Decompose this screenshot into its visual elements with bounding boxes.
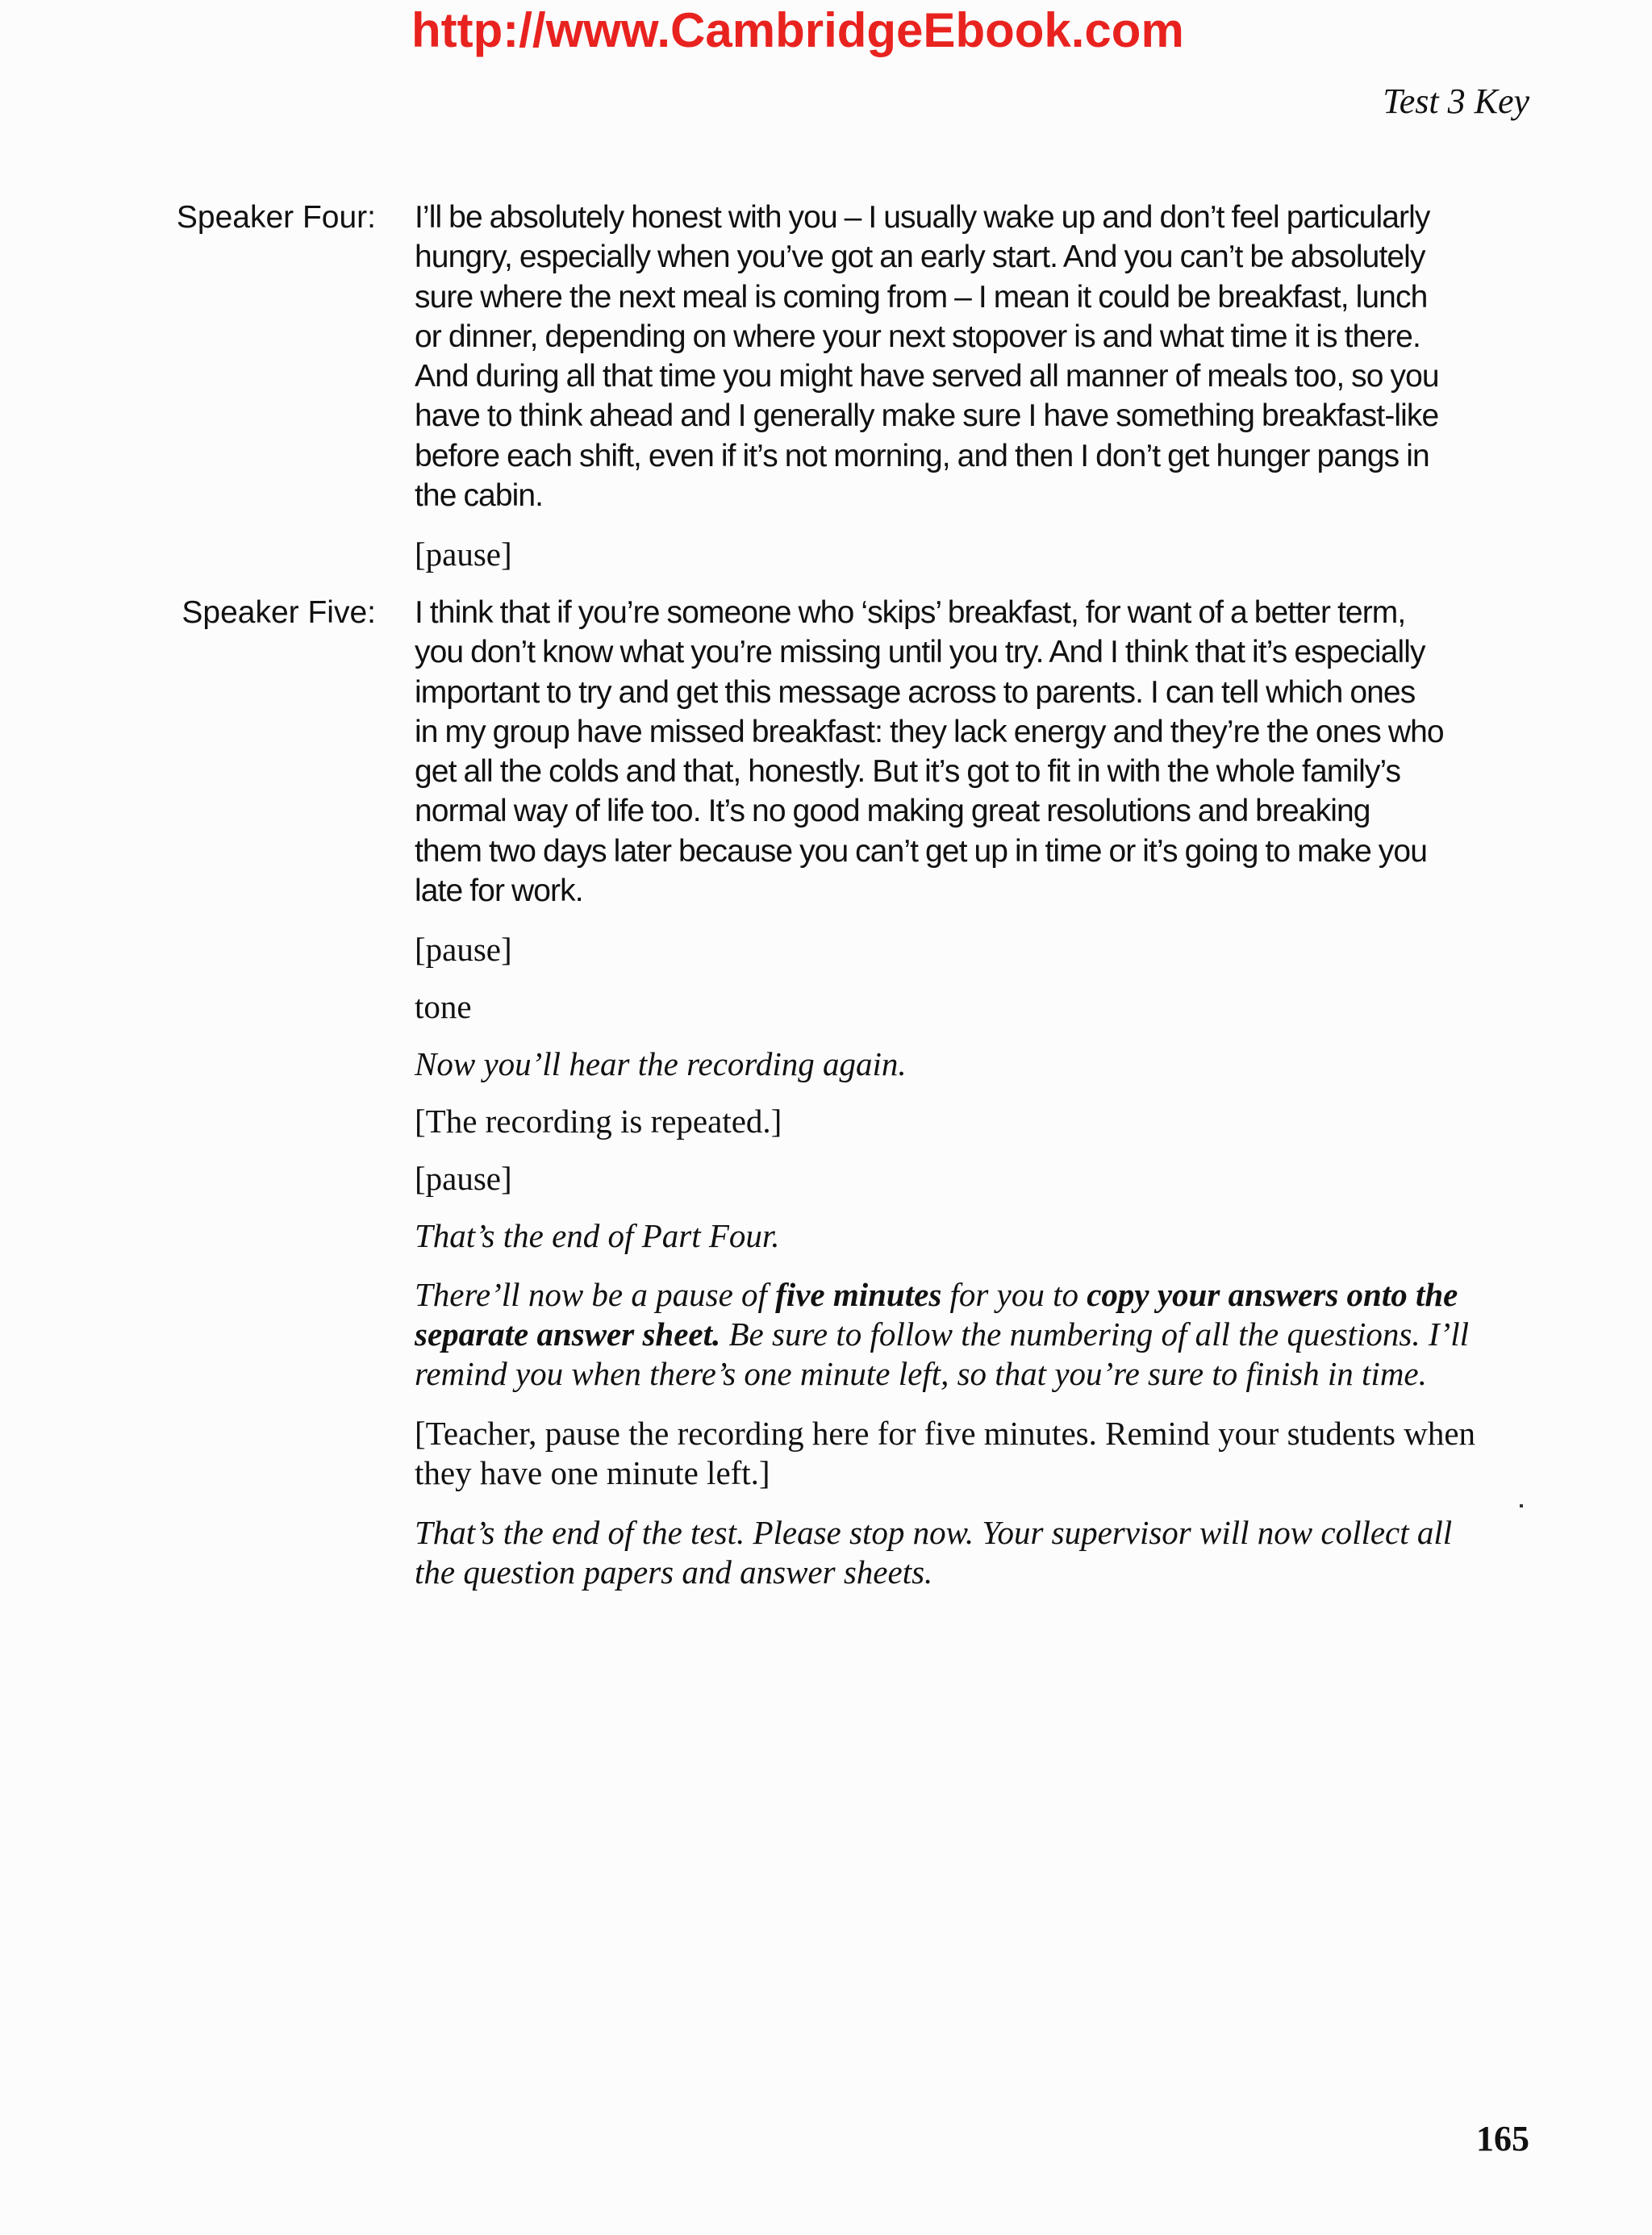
pause-marker: [pause] [415,1160,512,1197]
watermark-url: http://www.CambridgeEbook.com [411,3,1184,57]
copy-answers-instruction [415,1275,1528,1394]
hear-again-instruction: Now you’ll hear the recording again. [415,1045,907,1082]
text-line: get all the colds and that, honestly. But it’s got to fit in with the whole family’s [415,754,1401,790]
text-line: remind you when there’s one minute left, so that you’re sure to finish in time. [415,1355,1427,1392]
text-line: [Teacher, pause the recording here for five minutes. Remind your students when [415,1415,1476,1452]
text-line: late for work. [415,874,583,909]
text-line: important to try and get this message across to parents. I can tell which ones [415,674,1416,710]
text-line: That’s the end of the test. Please stop now. Your supervisor will now collect all [415,1514,1453,1551]
text-line: the cabin. [415,478,544,514]
text-line: before each shift, even if it’s not morning, and then I don’t get hunger pangs in [415,438,1429,473]
text-line: I think that if you’re someone who ‘skips’ breakfast, for want of a better term, [415,595,1406,630]
text-line: they have one minute left.] [415,1454,770,1491]
text-line: them two days later because you can’t get up in time or it’s going to make you [415,833,1427,869]
bold-text-run: separate answer sheet. [415,1316,721,1353]
text-line: sure where the next meal is coming from – I mean it could be breakfast, lunch [415,279,1428,315]
text-line: And during all that time you might have served all manner of meals too, so you [415,359,1439,394]
text-line [415,1315,1528,1354]
running-head: Test 3 Key [1383,81,1529,121]
pause-marker: [pause] [415,536,512,573]
text-run: There’ll now be a pause of [415,1276,776,1313]
scan-speck [1520,1504,1523,1507]
tone-marker: tone [415,988,472,1025]
speaker-five-label: Speaker Five: [181,595,376,630]
bold-text-run: five minutes [775,1276,942,1313]
teacher-note [415,1414,1528,1493]
speaker-four-label: Speaker Four: [176,200,376,235]
speaker-four-text [415,198,1537,515]
text-line: or dinner, depending on where your next stopover is and what time it is there. [415,319,1420,354]
speaker-five-text [415,593,1537,911]
end-part-four: That’s the end of Part Four. [415,1217,780,1254]
text-run: Be sure to follow the numbering of all the questions. I’ll [720,1316,1469,1353]
text-line: in my group have missed breakfast: they lack energy and they’re the ones who [415,714,1444,749]
text-line: I’ll be absolutely honest with you – I usually wake up and don’t feel particularly [415,200,1430,235]
text-run: for you to [941,1276,1087,1313]
text-line: normal way of life too. It’s no good making great resolutions and breaking [415,794,1370,829]
end-of-test-instruction [415,1513,1528,1592]
text-line: you don’t know what you’re missing until you try. And I think that it’s especially [415,635,1425,670]
text-line: hungry, especially when you’ve got an early start. And you can’t be absolutely [415,240,1425,275]
text-line: have to think ahead and I generally make sure I have something breakfast-like [415,398,1439,434]
bold-text-run: copy your answers onto the [1087,1276,1458,1313]
text-line [415,1275,1528,1315]
pause-marker: [pause] [415,931,512,968]
text-line: the question papers and answer sheets. [415,1553,933,1591]
page-number: 165 [1476,2119,1529,2158]
recording-repeated-note: [The recording is repeated.] [415,1103,782,1140]
